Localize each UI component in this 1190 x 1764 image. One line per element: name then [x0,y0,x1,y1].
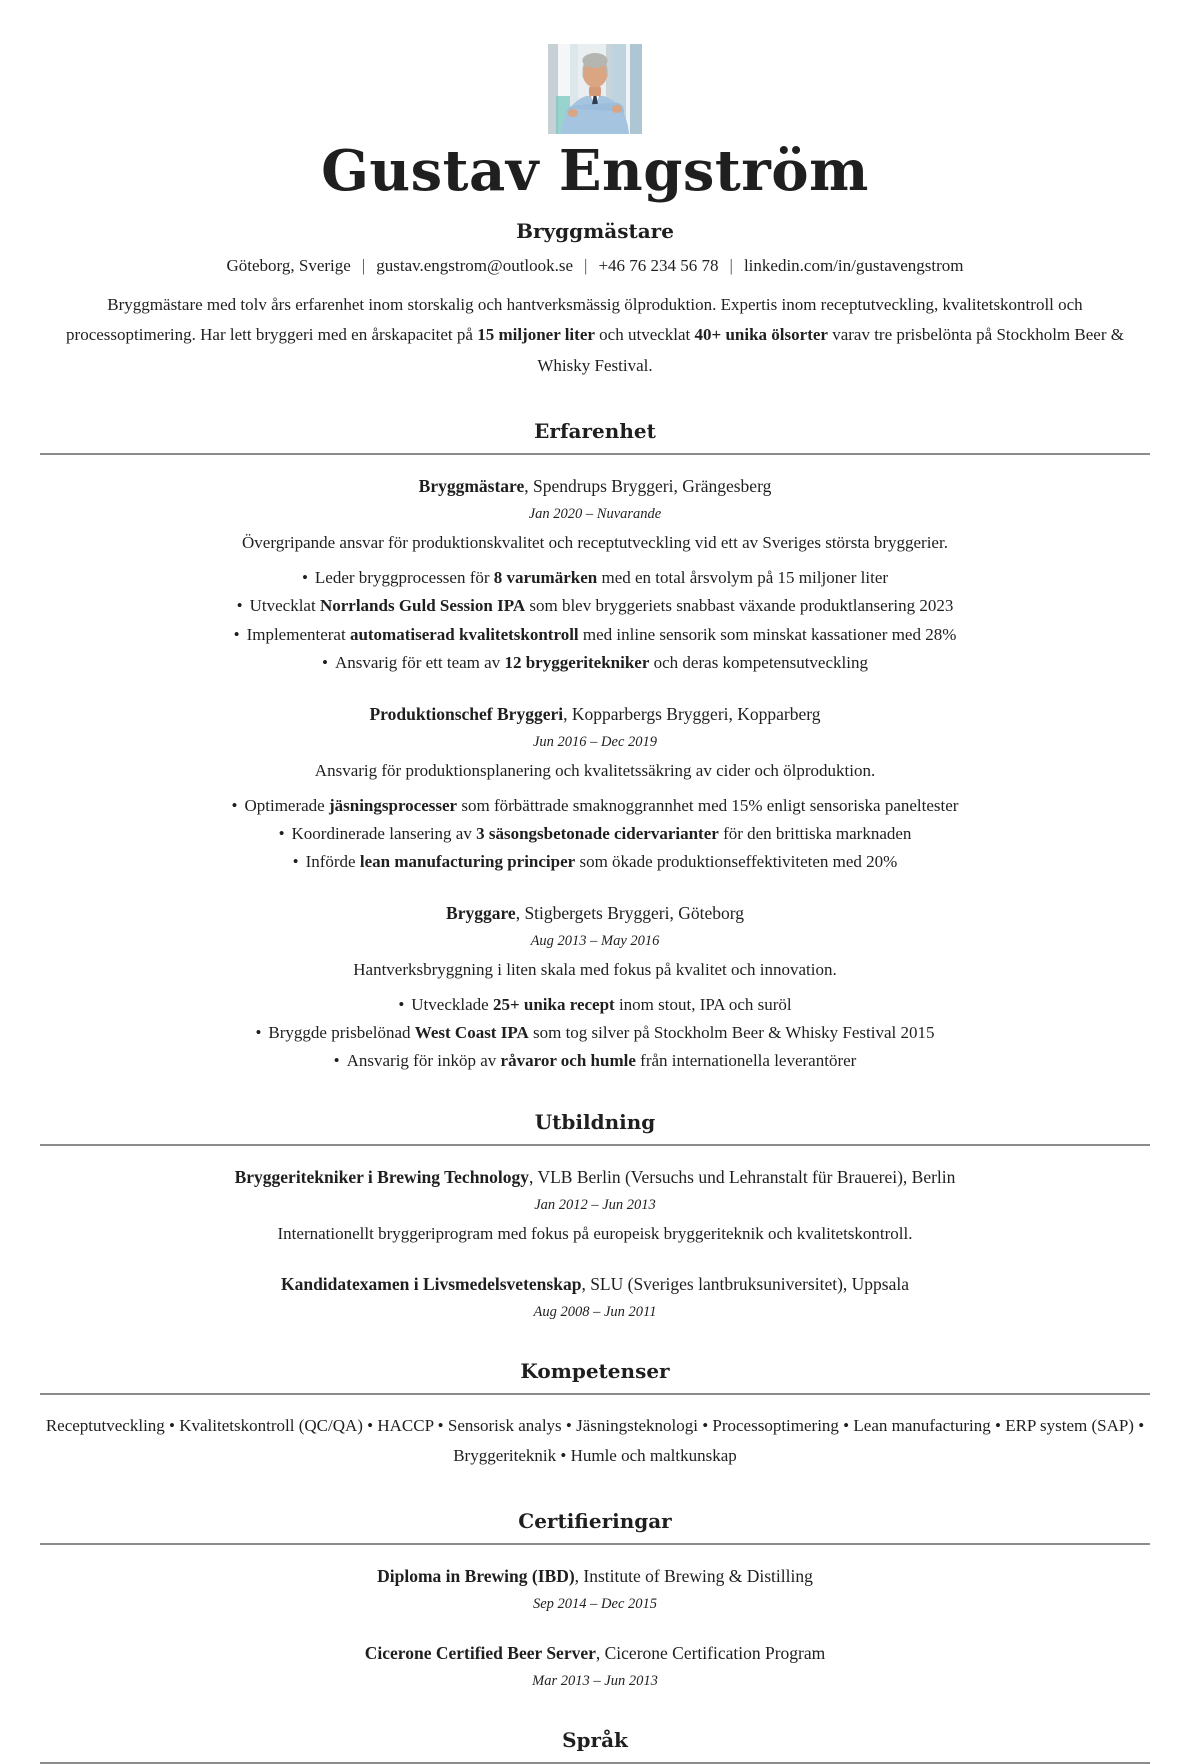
contact-phone[interactable]: +46 76 234 56 78 [598,256,719,276]
section-divider [40,1543,1150,1545]
job-description: Övergripande ansvar för produktionskvalitet och receptutveckling vid ett av Sveriges största bryggerier. [242,532,948,552]
education-dates: Aug 2008 – Jun 2011 [533,1303,657,1320]
contact-location: Göteborg, Sverige [226,256,351,276]
job-header: Bryggare, Stigbergets Bryggeri, Göteborg [446,902,744,923]
bullet-item: • Införde lean manufacturing principer som ökade produktionseffektiviteten med 20% [40,852,1150,872]
bullet-item: • Leder bryggprocessen för 8 varumärken med en total årsvolym på 15 miljoner liter [40,568,1150,588]
certification-dates: Sep 2014 – Dec 2015 [532,1596,658,1613]
contact-linkedin[interactable]: linkedin.com/in/gustavengstrom [743,256,964,276]
bullet-item: • Utvecklat Norrlands Guld Session IPA som blev bryggeriets snabbast växande produktlansering 2023 [40,596,1150,616]
education-header: Bryggeritekniker i Brewing Technology, VLB Berlin (Versuchs und Lehranstalt für Brauerei), Berlin [234,1166,956,1187]
job-dates: Jun 2016 – Dec 2019 [532,733,658,750]
section-heading-languages: Språk [562,1728,628,1753]
section-certifications [40,1509,1150,1690]
bullet-item: • Ansvarig för ett team av 12 bryggeritekniker och deras kompetensutveckling [40,653,1150,673]
skills-list: Receptutveckling • Kvalitetskontroll (QC/QA) • HACCP • Sensorisk analys • Jäsningsteknologi • Processoptimering • Lean manufacturing • ERP system (SAP) • Bryggeriteknik • Humle och maltkunskap [45,1415,1145,1466]
section-skills [40,1359,1150,1472]
contact-line [40,256,1150,276]
job-bullet-list [40,568,1150,674]
job-bullet-list [40,995,1150,1072]
bullet-item: • Ansvarig för inköp av råvaror och humle från internationella leverantörer [40,1051,1150,1071]
section-heading-education: Utbildning [534,1109,656,1134]
job-bullet-list [40,796,1150,873]
contact-separator: | [729,256,733,276]
bullet-item: • Implementerat automatiserad kvalitetskontroll med inline sensorik som minskat kassationer med 28% [40,625,1150,645]
section-experience [40,419,1150,1072]
job-entry [40,903,1150,1072]
certification-header: Diploma in Brewing (IBD), Institute of Brewing & Distilling [377,1566,813,1587]
job-dates: Jan 2020 – Nuvarande [528,505,662,522]
person-job-title: Bryggmästare [516,219,674,244]
summary-paragraph: Bryggmästare med tolv års erfarenhet inom storskalig och hantverksmässig ölproduktion. Expertis inom receptutveckling, kvalitetskontroll och processoptimering. Har lett bryggeri med en årskapacitet på 15 miljoner liter och utvecklat 40+ unika ölsorter varav tre prisbelönta på Stockholm Beer & Whisky Festival. [66,295,1124,375]
section-divider [40,1144,1150,1146]
section-heading-skills: Kompetenser [520,1358,670,1383]
education-entry [40,1274,1150,1321]
section-divider [40,453,1150,455]
profile-photo-container [40,0,1150,134]
contact-separator: | [361,256,366,276]
bullet-item: • Utvecklade 25+ unika recept inom stout, IPA och suröl [40,995,1150,1015]
section-heading-experience: Erfarenhet [534,418,656,443]
education-description: Internationellt bryggeriprogram med fokus på europeisk bryggeriteknik och kvalitetskontroll. [277,1223,913,1243]
section-divider [40,1393,1150,1395]
bullet-item: • Koordinerade lansering av 3 säsongsbetonade cidervarianter för den brittiska marknaden [40,824,1150,844]
contact-email[interactable]: gustav.engstrom@outlook.se [376,256,574,276]
job-entry [40,476,1150,674]
section-languages [40,1728,1150,1764]
job-description: Ansvarig för produktionsplanering och kvalitetssäkring av cider och ölproduktion. [314,760,876,780]
contact-separator: | [584,256,588,276]
education-header: Kandidatexamen i Livsmedelsvetenskap, SLU (Sveriges lantbruksuniversitet), Uppsala [280,1273,910,1294]
job-entry [40,704,1150,873]
bullet-item: • Bryggde prisbelönad West Coast IPA som tog silver på Stockholm Beer & Whisky Festival 2015 [40,1023,1150,1043]
person-name: Gustav Engström [321,138,869,204]
bullet-item: • Optimerade jäsningsprocesser som förbättrade smaknoggrannhet med 15% enligt sensoriska paneltester [40,796,1150,816]
job-header: Bryggmästare, Spendrups Bryggeri, Grängesberg [418,475,772,496]
job-header: Produktionschef Bryggeri, Kopparbergs Bryggeri, Kopparberg [369,703,821,724]
section-heading-certifications: Certifieringar [518,1509,672,1534]
job-dates: Aug 2013 – May 2016 [530,932,660,949]
certification-entry [40,1643,1150,1690]
education-dates: Jan 2012 – Jun 2013 [534,1196,656,1213]
certification-dates: Mar 2013 – Jun 2013 [532,1673,658,1690]
certification-entry [40,1566,1150,1613]
certification-header: Cicerone Certified Beer Server, Cicerone Certification Program [364,1643,826,1664]
education-entry [40,1167,1150,1244]
profile-photo [548,44,642,134]
job-description: Hantverksbryggning i liten skala med fokus på kvalitet och innovation. [353,959,837,979]
section-education [40,1110,1150,1321]
